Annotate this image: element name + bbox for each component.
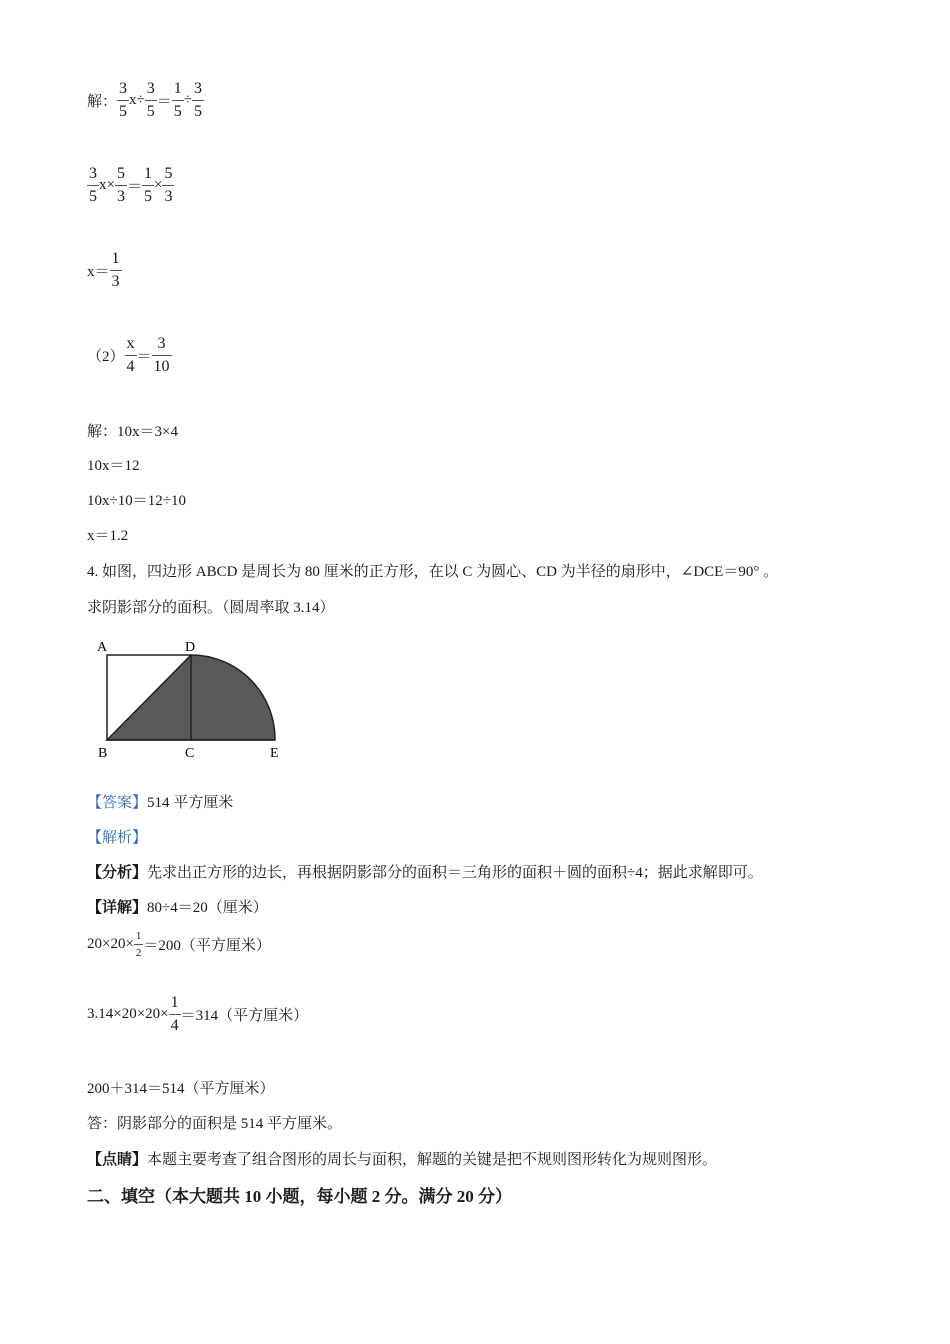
fraction: $\frac{3}{5}$ <box>119 80 128 120</box>
calc-line-2 <box>87 994 308 1035</box>
calc-line-3: 200＋314＝514（平方厘米） <box>87 1081 275 1097</box>
eq1-op: x÷ <box>129 92 145 108</box>
fraction: $\frac{3}{5}$ <box>194 80 202 120</box>
equation-2 <box>87 165 174 206</box>
xiangjie-tag: 【详解】 <box>87 900 148 916</box>
calc1-pre: 20×20× <box>87 936 134 952</box>
fraction: $\frac{5}{3}$ <box>116 165 125 205</box>
dianjing-text: 本题主要考查了组合图形的周长与面积，解题的关键是把不规则图形转化为规则图形。 <box>147 1152 718 1168</box>
label-e: E <box>270 746 279 761</box>
equation-4 <box>87 335 172 376</box>
dianjing-line <box>87 1150 717 1170</box>
calc1-post: ＝200（平方厘米） <box>143 938 271 954</box>
fraction: $\frac{1}{3}$ <box>111 250 120 290</box>
solution-line-2: 10x＝12 <box>87 458 140 474</box>
eq2-op: x× <box>99 177 115 193</box>
fraction: $\frac{x}{4}$ <box>126 335 135 375</box>
calc2-pre: 3.14×20×20× <box>87 1006 169 1022</box>
answer-text: 514 平方厘米 <box>147 795 234 811</box>
fraction: $\frac{1}{5}$ <box>143 165 152 205</box>
xiangjie-line <box>87 898 268 918</box>
label-b: B <box>98 746 108 761</box>
calc2-post: ＝314（平方厘米） <box>180 1008 309 1024</box>
solution-line-1: 解：10x＝3×4 <box>87 424 178 440</box>
eq3-prefix: x＝ <box>87 264 110 280</box>
fraction: $\frac{1}{4}$ <box>170 994 179 1034</box>
fraction: $\frac{1}{5}$ <box>173 80 182 120</box>
geometry-figure <box>90 633 290 763</box>
eq1-prefix: 解： <box>87 94 118 110</box>
label-a: A <box>97 640 108 655</box>
solution-line-4: x＝1.2 <box>87 528 129 544</box>
section-heading: 二、填空（本大题共 10 小题，每小题 2 分。满分 20 分） <box>87 1187 512 1206</box>
fraction: $\frac{3}{5}$ <box>89 165 97 205</box>
xiangjie-text: 80÷4＝20（厘米） <box>147 900 268 916</box>
answer-tag: 【答案】 <box>87 795 148 811</box>
eq2-op: ＝ <box>126 179 142 195</box>
calc-line-1 <box>87 930 271 959</box>
fraction: $\frac{5}{3}$ <box>164 165 173 205</box>
eq4-op: ＝ <box>136 349 152 365</box>
label-c: C <box>185 746 195 761</box>
final-answer: 答：阴影部分的面积是 514 平方厘米。 <box>87 1116 343 1132</box>
fenxi-tag: 【分析】 <box>87 865 148 881</box>
eq1-op: ÷ <box>183 92 192 108</box>
analysis-tag: 【解析】 <box>87 830 148 846</box>
equation-3 <box>87 250 122 291</box>
eq4-prefix: （2） <box>87 349 125 365</box>
question-4-line-1: 4. 如图，四边形 ABCD 是周长为 80 厘米的正方形，在以 C 为圆心、CD 为半径的扇形中，∠DCE＝90° 。 <box>87 564 779 580</box>
fraction: $\frac{3}{10}$ <box>153 335 170 375</box>
eq1-op: ＝ <box>156 94 172 110</box>
dianjing-tag: 【点睛】 <box>87 1152 148 1168</box>
label-d: D <box>185 640 196 655</box>
fenxi-text: 先求出正方形的边长，再根据阴影部分的面积＝三角形的面积＋圆的面积÷4；据此求解即可。 <box>147 865 763 881</box>
eq2-op: × <box>153 177 163 193</box>
answer-line <box>87 793 233 813</box>
fraction: $\frac{3}{5}$ <box>146 80 155 120</box>
equation-1 <box>87 80 204 121</box>
solution-line-3: 10x÷10＝12÷10 <box>87 493 186 509</box>
question-4-line-2: 求阴影部分的面积。（圆周率取 3.14） <box>87 600 335 616</box>
fenxi-line <box>87 863 763 883</box>
fraction: $\frac{1}{2}$ <box>135 930 142 959</box>
